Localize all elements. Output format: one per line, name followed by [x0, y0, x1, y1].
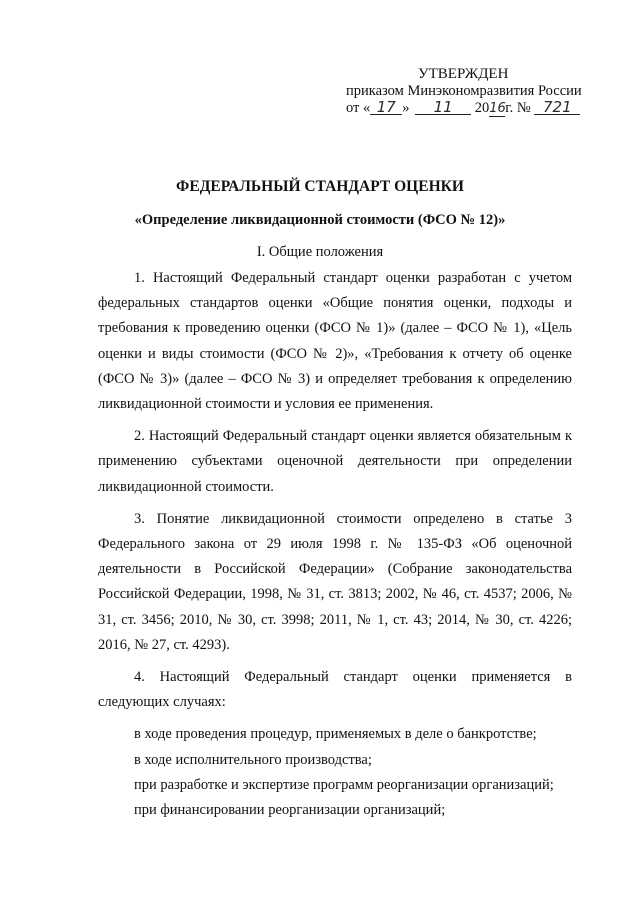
handwritten-day: 17	[370, 100, 402, 115]
quote-close: »	[402, 100, 410, 116]
document-body	[98, 266, 572, 823]
document-title: ФЕДЕРАЛЬНЫЙ СТАНДАРТ ОЦЕНКИ	[176, 178, 464, 195]
case-item: в ходе исполнительного производства;	[134, 751, 372, 768]
number-prefix: г. №	[505, 100, 531, 116]
handwritten-order-number: 721	[534, 100, 580, 115]
handwritten-year: 16	[489, 101, 506, 116]
from-prefix: от «	[346, 100, 371, 116]
approved-label: УТВЕРЖДЕН	[418, 66, 509, 82]
year-prefix: 20	[474, 100, 490, 116]
document-subtitle: «Определение ликвидационной стоимости (ФСО № 12)»	[134, 212, 506, 228]
approval-stamp	[346, 66, 582, 117]
paragraph-3: 3. Понятие ликвидационной стоимости определено в статье 3 Федерального закона от 29 июля 1998 г. № 135-ФЗ «Об оценочной деятельности в Российской Федерации» (Собрание законодательства Российской Федерации, 1998, № 31, ст. 3813; 2002, № 46, ст. 4537; 2006, № 31, ст. 3456; 2010, № 30, ст. 3998; 2011, № 1, ст. 43; 2014, № 30, ст. 4226; 2016, № 27, ст. 4293).	[98, 510, 572, 653]
handwritten-month: 11	[415, 100, 471, 115]
paragraph-1: 1. Настоящий Федеральный стандарт оценки разработан с учетом федеральных стандартов оценки «Общие понятия оценки, подходы и требования к проведению оценки (ФСО № 1)» (далее – ФСО № 1), «Цель оценки и виды стоимости (ФСО № 2)», «Требования к отчету об оценке (ФСО № 3)» (далее – ФСО № 3) и определяет требования к определению ликвидационной стоимости и условия ее применения.	[98, 270, 572, 413]
case-item: при разработке и экспертизе программ реорганизации организаций;	[134, 776, 554, 793]
order-date-line	[346, 100, 582, 117]
paragraph-2: 2. Настоящий Федеральный стандарт оценки является обязательным к применению субъектами оценочной деятельности при определении ликвидационной стоимости.	[98, 428, 572, 495]
order-by-label: приказом Минэкономразвития России	[346, 83, 582, 99]
paragraph-4: 4. Настоящий Федеральный стандарт оценки применяется в следующих случаях:	[98, 669, 572, 711]
case-item: при финансировании реорганизации организаций;	[134, 802, 446, 819]
case-item: в ходе проведения процедур, применяемых в деле о банкротстве;	[134, 726, 537, 743]
section-heading: I. Общие положения	[256, 244, 384, 260]
